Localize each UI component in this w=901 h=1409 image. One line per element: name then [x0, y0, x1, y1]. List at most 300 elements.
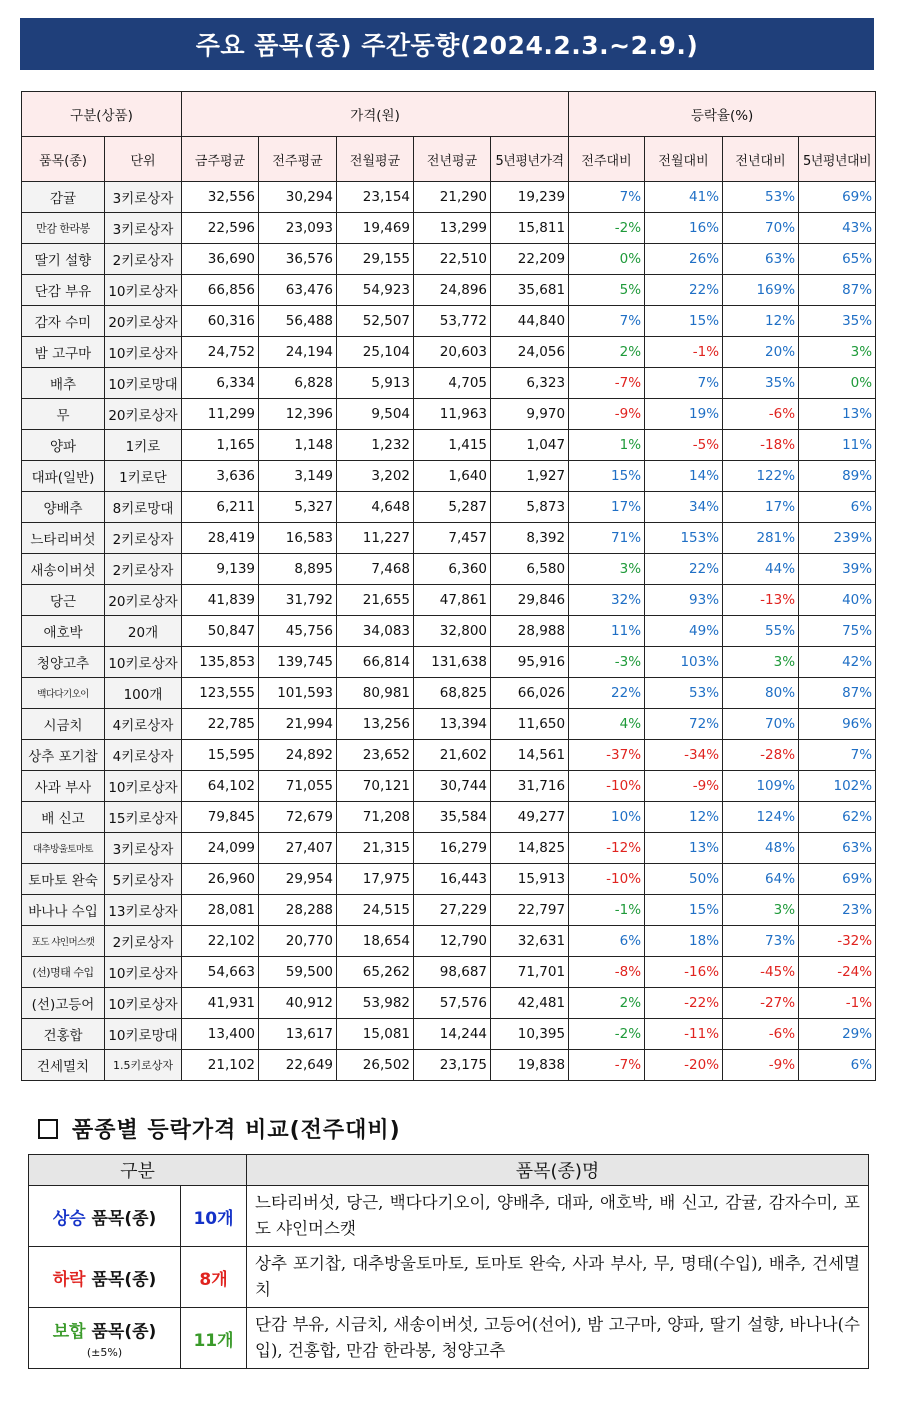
price-cell: 24,099 — [182, 833, 259, 864]
change-cell: -37% — [569, 740, 645, 771]
price-cell: 24,892 — [259, 740, 337, 771]
change-cell: -7% — [569, 368, 645, 399]
table-row — [22, 337, 876, 368]
price-cell: 26,502 — [337, 1050, 414, 1081]
price-cell: 19,469 — [337, 213, 414, 244]
category-count: 8개 — [181, 1247, 247, 1308]
change-cell: 1% — [569, 430, 645, 461]
price-cell: 27,229 — [414, 895, 491, 926]
change-cell: 87% — [799, 678, 876, 709]
change-cell: 64% — [723, 864, 799, 895]
category-label: 하락 품목(종) — [29, 1247, 181, 1308]
price-cell: 32,800 — [414, 616, 491, 647]
price-cell: 7,457 — [414, 523, 491, 554]
table-row — [22, 864, 876, 895]
item-name: 사과 부사 — [22, 771, 105, 802]
price-cell: 22,785 — [182, 709, 259, 740]
price-cell: 53,772 — [414, 306, 491, 337]
item-name: 딸기 설향 — [22, 244, 105, 275]
price-cell: 6,334 — [182, 368, 259, 399]
price-cell: 20,770 — [259, 926, 337, 957]
item-unit: 10키로상자 — [105, 771, 182, 802]
change-cell: -13% — [723, 585, 799, 616]
price-cell: 123,555 — [182, 678, 259, 709]
change-cell: 3% — [723, 895, 799, 926]
change-cell: -28% — [723, 740, 799, 771]
price-cell: 4,705 — [414, 368, 491, 399]
change-cell: 70% — [723, 213, 799, 244]
comparison-table — [28, 1154, 869, 1369]
change-cell: 169% — [723, 275, 799, 306]
col-header: 품목(종) — [22, 137, 105, 182]
change-cell: 70% — [723, 709, 799, 740]
price-cell: 6,323 — [491, 368, 569, 399]
change-cell: 153% — [645, 523, 723, 554]
price-cell: 6,211 — [182, 492, 259, 523]
price-cell: 40,912 — [259, 988, 337, 1019]
price-cell: 11,299 — [182, 399, 259, 430]
item-unit: 2키로상자 — [105, 244, 182, 275]
price-cell: 22,797 — [491, 895, 569, 926]
item-name: 청양고추 — [22, 647, 105, 678]
item-unit: 20키로상자 — [105, 399, 182, 430]
price-cell: 41,931 — [182, 988, 259, 1019]
table-row — [22, 585, 876, 616]
change-cell: 0% — [799, 368, 876, 399]
change-cell: 63% — [799, 833, 876, 864]
price-cell: 28,419 — [182, 523, 259, 554]
item-name: 양배추 — [22, 492, 105, 523]
price-cell: 131,638 — [414, 647, 491, 678]
item-name: 대추방울토마토 — [22, 833, 105, 864]
change-cell: 80% — [723, 678, 799, 709]
change-cell: -1% — [569, 895, 645, 926]
change-cell: -18% — [723, 430, 799, 461]
price-cell: 12,790 — [414, 926, 491, 957]
price-cell: 10,395 — [491, 1019, 569, 1050]
change-cell: -10% — [569, 771, 645, 802]
price-cell: 31,792 — [259, 585, 337, 616]
change-cell: 72% — [645, 709, 723, 740]
change-cell: 39% — [799, 554, 876, 585]
change-cell: 7% — [799, 740, 876, 771]
price-cell: 24,515 — [337, 895, 414, 926]
change-cell: 71% — [569, 523, 645, 554]
change-cell: 87% — [799, 275, 876, 306]
change-cell: 23% — [799, 895, 876, 926]
change-cell: 93% — [645, 585, 723, 616]
cmp-header-category: 구분 — [29, 1155, 247, 1186]
change-cell: 49% — [645, 616, 723, 647]
change-cell: 103% — [645, 647, 723, 678]
price-cell: 22,649 — [259, 1050, 337, 1081]
price-cell: 16,443 — [414, 864, 491, 895]
item-name: 애호박 — [22, 616, 105, 647]
change-cell: -32% — [799, 926, 876, 957]
price-cell: 31,716 — [491, 771, 569, 802]
price-cell: 8,895 — [259, 554, 337, 585]
change-cell: 102% — [799, 771, 876, 802]
price-cell: 13,400 — [182, 1019, 259, 1050]
price-cell: 5,873 — [491, 492, 569, 523]
price-cell: 24,056 — [491, 337, 569, 368]
change-cell: 50% — [645, 864, 723, 895]
change-cell: 16% — [645, 213, 723, 244]
price-cell: 25,104 — [337, 337, 414, 368]
price-cell: 36,690 — [182, 244, 259, 275]
price-cell: 68,825 — [414, 678, 491, 709]
col-header: 전월평균 — [337, 137, 414, 182]
change-cell: 6% — [799, 1050, 876, 1081]
price-cell: 21,602 — [414, 740, 491, 771]
col-header: 전주대비 — [569, 137, 645, 182]
item-unit: 3키로상자 — [105, 182, 182, 213]
item-unit: 5키로상자 — [105, 864, 182, 895]
table-row — [22, 461, 876, 492]
change-cell: 14% — [645, 461, 723, 492]
change-cell: 40% — [799, 585, 876, 616]
price-cell: 28,288 — [259, 895, 337, 926]
col-header: 5년평년가격 — [491, 137, 569, 182]
price-cell: 95,916 — [491, 647, 569, 678]
change-cell: -5% — [645, 430, 723, 461]
table-row — [22, 895, 876, 926]
change-cell: 55% — [723, 616, 799, 647]
item-name: 느타리버섯 — [22, 523, 105, 554]
table-row — [22, 647, 876, 678]
change-cell: 3% — [569, 554, 645, 585]
price-cell: 18,654 — [337, 926, 414, 957]
change-cell: 12% — [645, 802, 723, 833]
price-cell: 15,811 — [491, 213, 569, 244]
price-cell: 17,975 — [337, 864, 414, 895]
price-cell: 57,576 — [414, 988, 491, 1019]
price-cell: 72,679 — [259, 802, 337, 833]
change-cell: 13% — [799, 399, 876, 430]
price-cell: 5,913 — [337, 368, 414, 399]
table-row — [22, 802, 876, 833]
col-header: 단위 — [105, 137, 182, 182]
item-unit: 10키로망대 — [105, 368, 182, 399]
price-cell: 20,603 — [414, 337, 491, 368]
change-cell: 124% — [723, 802, 799, 833]
change-cell: 20% — [723, 337, 799, 368]
item-name: 밤 고구마 — [22, 337, 105, 368]
price-cell: 1,927 — [491, 461, 569, 492]
item-name: 배추 — [22, 368, 105, 399]
item-unit: 10키로상자 — [105, 337, 182, 368]
table-row — [22, 678, 876, 709]
price-cell: 1,640 — [414, 461, 491, 492]
table-row — [22, 616, 876, 647]
group-header-category: 구분(상품) — [22, 92, 182, 137]
price-table — [21, 91, 876, 1081]
category-count: 10개 — [181, 1186, 247, 1247]
item-unit: 10키로망대 — [105, 1019, 182, 1050]
item-name: 새송이버섯 — [22, 554, 105, 585]
change-cell: 281% — [723, 523, 799, 554]
item-name: 대파(일반) — [22, 461, 105, 492]
change-cell: 35% — [799, 306, 876, 337]
price-cell: 11,650 — [491, 709, 569, 740]
change-cell: 69% — [799, 864, 876, 895]
price-cell: 66,814 — [337, 647, 414, 678]
price-cell: 13,617 — [259, 1019, 337, 1050]
comparison-row — [29, 1247, 869, 1308]
price-cell: 11,227 — [337, 523, 414, 554]
table-body — [22, 182, 876, 1081]
change-cell: -2% — [569, 213, 645, 244]
change-cell: 3% — [799, 337, 876, 368]
change-cell: 48% — [723, 833, 799, 864]
price-cell: 15,081 — [337, 1019, 414, 1050]
price-cell: 35,681 — [491, 275, 569, 306]
price-cell: 28,081 — [182, 895, 259, 926]
item-unit: 2키로상자 — [105, 926, 182, 957]
category-items: 단감 부유, 시금치, 새송이버섯, 고등어(선어), 밤 고구마, 양파, 딸기 설향, 바나나(수입), 건홍합, 만감 한라봉, 청양고추 — [247, 1308, 869, 1369]
item-name: 단감 부유 — [22, 275, 105, 306]
price-cell: 3,636 — [182, 461, 259, 492]
price-cell: 63,476 — [259, 275, 337, 306]
change-cell: -7% — [569, 1050, 645, 1081]
col-header: 금주평균 — [182, 137, 259, 182]
change-cell: 22% — [645, 275, 723, 306]
change-cell: 65% — [799, 244, 876, 275]
price-cell: 1,047 — [491, 430, 569, 461]
change-cell: 63% — [723, 244, 799, 275]
change-cell: 17% — [723, 492, 799, 523]
table-row — [22, 430, 876, 461]
price-cell: 15,595 — [182, 740, 259, 771]
change-cell: -24% — [799, 957, 876, 988]
change-cell: -16% — [645, 957, 723, 988]
item-name: 토마토 완숙 — [22, 864, 105, 895]
item-unit: 2키로상자 — [105, 523, 182, 554]
price-cell: 34,083 — [337, 616, 414, 647]
price-cell: 29,155 — [337, 244, 414, 275]
item-unit: 20키로상자 — [105, 306, 182, 337]
cmp-header-items: 품목(종)명 — [247, 1155, 869, 1186]
price-cell: 35,584 — [414, 802, 491, 833]
change-cell: 2% — [569, 337, 645, 368]
price-cell: 29,846 — [491, 585, 569, 616]
item-name: 백다다기오이 — [22, 678, 105, 709]
price-cell: 15,913 — [491, 864, 569, 895]
item-unit: 13키로상자 — [105, 895, 182, 926]
price-cell: 22,596 — [182, 213, 259, 244]
change-cell: -2% — [569, 1019, 645, 1050]
category-count: 11개 — [181, 1308, 247, 1369]
price-cell: 71,208 — [337, 802, 414, 833]
price-cell: 13,256 — [337, 709, 414, 740]
change-cell: 15% — [569, 461, 645, 492]
change-cell: 7% — [645, 368, 723, 399]
item-name: 감자 수미 — [22, 306, 105, 337]
change-cell: 3% — [723, 647, 799, 678]
change-cell: 17% — [569, 492, 645, 523]
change-cell: 53% — [723, 182, 799, 213]
price-cell: 21,290 — [414, 182, 491, 213]
item-name: (선)명태 수입 — [22, 957, 105, 988]
price-cell: 42,481 — [491, 988, 569, 1019]
table-row — [22, 1050, 876, 1081]
price-cell: 54,663 — [182, 957, 259, 988]
price-cell: 36,576 — [259, 244, 337, 275]
page-title: 주요 품목(종) 주간동향(2024.2.3.~2.9.) — [20, 18, 874, 70]
price-cell: 1,232 — [337, 430, 414, 461]
change-cell: 0% — [569, 244, 645, 275]
change-cell: 7% — [569, 182, 645, 213]
item-unit: 10키로상자 — [105, 988, 182, 1019]
price-cell: 16,279 — [414, 833, 491, 864]
change-cell: 43% — [799, 213, 876, 244]
table-row — [22, 213, 876, 244]
item-unit: 10키로상자 — [105, 647, 182, 678]
item-unit: 3키로상자 — [105, 213, 182, 244]
item-name: 시금치 — [22, 709, 105, 740]
table-row — [22, 306, 876, 337]
price-cell: 14,825 — [491, 833, 569, 864]
price-cell: 11,963 — [414, 399, 491, 430]
price-cell: 3,202 — [337, 461, 414, 492]
comparison-heading: 품종별 등락가격 비교(전주대비) — [38, 1113, 401, 1144]
change-cell: 5% — [569, 275, 645, 306]
change-cell: -9% — [569, 399, 645, 430]
item-unit: 2키로상자 — [105, 554, 182, 585]
price-cell: 8,392 — [491, 523, 569, 554]
price-cell: 66,026 — [491, 678, 569, 709]
table-row — [22, 771, 876, 802]
item-unit: 1키로단 — [105, 461, 182, 492]
price-cell: 22,510 — [414, 244, 491, 275]
table-row — [22, 182, 876, 213]
item-unit: 3키로상자 — [105, 833, 182, 864]
change-cell: 109% — [723, 771, 799, 802]
price-cell: 28,988 — [491, 616, 569, 647]
table-row — [22, 833, 876, 864]
price-cell: 21,102 — [182, 1050, 259, 1081]
change-cell: 73% — [723, 926, 799, 957]
change-cell: 15% — [645, 895, 723, 926]
change-cell: -3% — [569, 647, 645, 678]
change-cell: 32% — [569, 585, 645, 616]
price-cell: 54,923 — [337, 275, 414, 306]
price-cell: 101,593 — [259, 678, 337, 709]
change-cell: 13% — [645, 833, 723, 864]
change-cell: 10% — [569, 802, 645, 833]
item-unit: 20개 — [105, 616, 182, 647]
price-cell: 135,853 — [182, 647, 259, 678]
price-cell: 29,954 — [259, 864, 337, 895]
item-unit: 4키로상자 — [105, 709, 182, 740]
col-header: 전년대비 — [723, 137, 799, 182]
table-row — [22, 988, 876, 1019]
price-cell: 5,327 — [259, 492, 337, 523]
price-cell: 1,415 — [414, 430, 491, 461]
table-row — [22, 740, 876, 771]
table-row — [22, 957, 876, 988]
change-cell: -1% — [799, 988, 876, 1019]
category-label: 보합 품목(종) (±5%) — [29, 1308, 181, 1369]
table-row — [22, 1019, 876, 1050]
price-cell: 14,244 — [414, 1019, 491, 1050]
col-header: 전월대비 — [645, 137, 723, 182]
price-cell: 53,982 — [337, 988, 414, 1019]
price-cell: 32,631 — [491, 926, 569, 957]
price-cell: 6,360 — [414, 554, 491, 585]
category-items: 상추 포기찹, 대추방울토마토, 토마토 완숙, 사과 부사, 무, 명태(수입), 배추, 건세멸치 — [247, 1247, 869, 1308]
price-cell: 23,652 — [337, 740, 414, 771]
change-cell: 7% — [569, 306, 645, 337]
price-cell: 47,861 — [414, 585, 491, 616]
change-cell: -6% — [723, 1019, 799, 1050]
item-name: 양파 — [22, 430, 105, 461]
price-cell: 26,960 — [182, 864, 259, 895]
change-cell: 12% — [723, 306, 799, 337]
price-cell: 56,488 — [259, 306, 337, 337]
item-name: 상추 포기찹 — [22, 740, 105, 771]
change-cell: 53% — [645, 678, 723, 709]
item-unit: 4키로상자 — [105, 740, 182, 771]
price-cell: 23,175 — [414, 1050, 491, 1081]
item-unit: 1.5키로상자 — [105, 1050, 182, 1081]
change-cell: 44% — [723, 554, 799, 585]
item-name: 바나나 수입 — [22, 895, 105, 926]
price-cell: 44,840 — [491, 306, 569, 337]
price-cell: 71,055 — [259, 771, 337, 802]
table-row — [22, 399, 876, 430]
change-cell: -8% — [569, 957, 645, 988]
table-row — [22, 275, 876, 306]
item-unit: 100개 — [105, 678, 182, 709]
change-cell: -20% — [645, 1050, 723, 1081]
change-cell: 239% — [799, 523, 876, 554]
item-name: 건홍합 — [22, 1019, 105, 1050]
price-cell: 22,209 — [491, 244, 569, 275]
price-cell: 64,102 — [182, 771, 259, 802]
change-cell: 2% — [569, 988, 645, 1019]
price-cell: 13,299 — [414, 213, 491, 244]
item-name: 포도 샤인머스캣 — [22, 926, 105, 957]
price-cell: 79,845 — [182, 802, 259, 833]
price-cell: 7,468 — [337, 554, 414, 585]
price-cell: 32,556 — [182, 182, 259, 213]
item-unit: 20키로상자 — [105, 585, 182, 616]
change-cell: 96% — [799, 709, 876, 740]
change-cell: -6% — [723, 399, 799, 430]
item-unit: 10키로상자 — [105, 957, 182, 988]
price-cell: 19,838 — [491, 1050, 569, 1081]
table-row — [22, 709, 876, 740]
change-cell: 11% — [799, 430, 876, 461]
price-cell: 70,121 — [337, 771, 414, 802]
change-cell: 6% — [799, 492, 876, 523]
group-header-price: 가격(원) — [182, 92, 569, 137]
col-header: 전년평균 — [414, 137, 491, 182]
price-cell: 23,154 — [337, 182, 414, 213]
price-cell: 80,981 — [337, 678, 414, 709]
price-cell: 24,194 — [259, 337, 337, 368]
table-row — [22, 492, 876, 523]
price-cell: 1,148 — [259, 430, 337, 461]
price-cell: 21,315 — [337, 833, 414, 864]
change-cell: 22% — [569, 678, 645, 709]
item-name: 당근 — [22, 585, 105, 616]
change-cell: 4% — [569, 709, 645, 740]
change-cell: -12% — [569, 833, 645, 864]
comparison-row — [29, 1308, 869, 1369]
price-cell: 24,896 — [414, 275, 491, 306]
